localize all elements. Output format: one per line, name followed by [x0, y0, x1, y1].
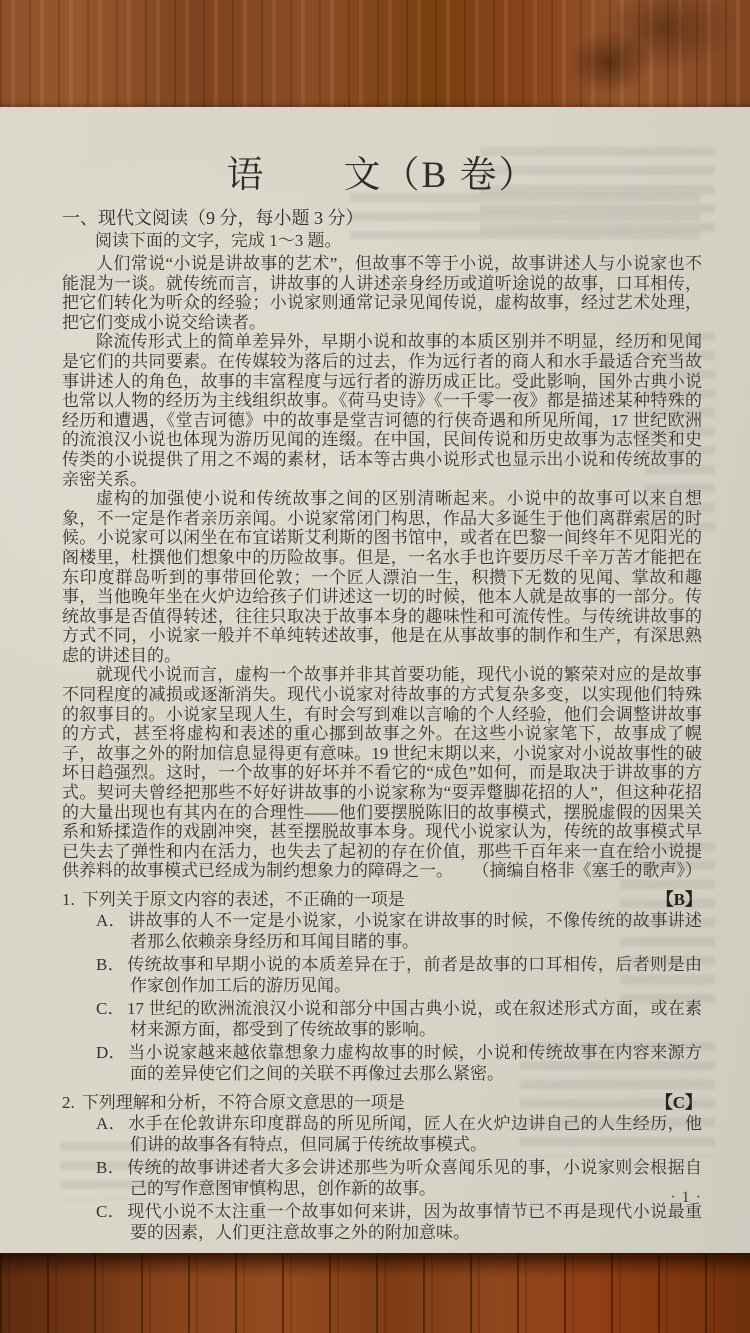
question-1-option-d: [62, 1043, 702, 1084]
question-1-stem: 下列关于原文内容的表述，不正确的一项是: [81, 890, 405, 909]
wood-table-bottom: [0, 1253, 750, 1333]
option-label: C．: [96, 999, 125, 1018]
question-2-option-c: [62, 1202, 702, 1243]
option-text: 当小说家越来越依靠想象力虚构故事的时候，小说和传统故事在内容来源方面的差异使它们之间的关联不再像过去那么紧密。: [128, 1043, 703, 1083]
option-text: 17 世纪的欧洲流浪汉小说和部分中国古典小说，或在叙述形式方面，或在素材来源方面，都受到了传统故事的影响。: [126, 999, 702, 1039]
reading-instruction: 阅读下面的文字，完成 1～3 题。: [95, 231, 342, 250]
question-2-stem-line: [62, 1092, 702, 1114]
paragraph-2: 除流传形式上的简单差异外，早期小说和故事的本质区别并不明显，经历和见闻是它们的共同要素。在传媒较为落后的过去，作为远行者的商人和水手最适合充当故事讲述人的角色，故事的丰富程度与远行者的游历成正比。受此影响，国外古典小说也常以人物的经历为主线组织故事。《荷马史诗》《一千零一夜》都是描述某种特殊的经历和遭遇，《堂吉诃德》中的故事是堂吉诃德的行侠奇遇和所见所闻，17 世纪欧洲的流浪汉小说也体现为游历见闻的连缀。在中国，民间传说和历史故事为志怪类和史传类的小说提供了用之不竭的素材，话本等古典小说形式也显示出小说和传统故事的亲密关系。: [62, 332, 702, 489]
wood-table-top: [0, 0, 750, 108]
question-2-number: 2.: [62, 1093, 75, 1112]
option-text: 传统故事和早期小说的本质差异在于，前者是故事的口耳相传，后者则是由作家创作加工后的游历见闻。: [127, 955, 702, 995]
question-2-option-b: [62, 1158, 702, 1199]
question-1-answer-mark: 【B】: [656, 890, 702, 909]
question-1-option-c: [62, 999, 702, 1040]
option-text: 传统的故事讲述者大多会讲述那些为听众喜闻乐见的事，小说家则会根据自己的写作意图审慎构思，创作新的故事。: [127, 1158, 702, 1198]
paragraph-1: 人们常说“小说是讲故事的艺术”，但故事不等于小说，故事讲述人与小说家也不能混为一谈。就传统而言，讲故事的人讲述亲身经历或道听途说的故事，口耳相传，把它们转化为听众的经验；小说家则通常记录见闻传说，虚构故事，经过艺术处理，把它们变成小说交给读者。: [62, 254, 702, 332]
question-1: [62, 889, 702, 1084]
option-text: 讲故事的人不一定是小说家，小说家在讲故事的时候，不像传统的故事讲述者那么依赖亲身经历和耳闻目睹的事。: [128, 911, 703, 951]
question-1-stem-line: [62, 889, 702, 911]
question-2: [62, 1092, 702, 1243]
paragraph-4: [62, 665, 702, 881]
option-label: C．: [96, 1202, 126, 1221]
question-1-option-a: [62, 911, 702, 952]
paper-content: [0, 107, 750, 1253]
reading-passage: [62, 254, 702, 881]
paper-title: 语 文（B 卷）: [226, 155, 538, 196]
option-label: A．: [96, 1114, 127, 1133]
question-1-number: 1.: [62, 890, 75, 909]
questions-block: [62, 889, 702, 1243]
paragraph-4-text: 就现代小说而言，虚构一个故事并非其首要功能，现代小说的繁荣对应的是故事不同程度的减损或逐渐消失。现代小说家对待故事的方式复杂多变，以实现他们特殊的叙事目的。小说家呈现人生，有时会写到难以言喻的个人经验，他们会调整讲故事的方式，甚至将虚构和表述的重心挪到故事之外。在这些小说家笔下，故事成了幌子，故事之外的附加信息显得更有意味。19 世纪末期以来，小说家对小说故事性的破坏日趋强烈。这时，一个故事的好坏并不看它的“成色”如何，而是取决于讲故事的方式。契诃夫曾经把那些不好好讲故事的小说家称为“耍弄蹩脚花招的人”，但这种花招的大量出现也有其内在的合理性——他们要摆脱陈旧的故事模式，摆脱虚假的因果关系和矫揉造作的戏剧冲突，甚至摆脱故事本身。现代小说家认为，传统的故事模式早已失去了弹性和内在活力，也失去了起初的存在价值，那些千百年来一直在给小说提供养料的故事模式已经成为制约想象力的障碍之一。: [62, 665, 702, 881]
question-2-option-a: [62, 1114, 702, 1155]
section-heading: 一、现代文阅读（9 分，每小题 3 分）: [62, 208, 364, 228]
option-label: A．: [96, 911, 127, 930]
question-2-answer-mark: 【C】: [655, 1093, 702, 1112]
option-label: D．: [96, 1043, 127, 1062]
exam-paper-sheet: [0, 107, 750, 1253]
option-text: 水手在伦敦讲东印度群岛的所见所闻，匠人在火炉边讲自己的人生经历，他们讲的故事各有特点，但同属于传统故事模式。: [128, 1114, 703, 1154]
option-label: B．: [96, 1158, 126, 1177]
question-1-option-b: [62, 955, 702, 996]
question-2-stem: 下列理解和分析，不符合原文意思的一项是: [81, 1093, 405, 1112]
page-number: ·1·: [670, 1189, 707, 1206]
source-attribution: （摘编自格非《塞壬的歌声》）: [472, 861, 702, 881]
paragraph-3: 虚构的加强使小说和传统故事之间的区别清晰起来。小说中的故事可以来自想象，不一定是作者亲历亲闻。小说家常闭门构思，作品大多诞生于他们离群索居的时候。小说家可以闲坐在布宜诺斯艾利斯的图书馆中，或者在巴黎一间终年不见阳光的阁楼里，杜撰他们想象中的历险故事。但是，一名水手也许要历尽千辛万苦才能把在东印度群岛听到的事带回伦敦；一个匠人漂泊一生，积攒下无数的见闻、掌故和趣事，当他晚年坐在火炉边给孩子们讲述这一切的时候，他本人就是故事的一部分。传统故事是否值得转述，往往只取决于故事本身的趣味性和可流传性。与传统讲故事的方式不同，小说家一般并不单纯转述故事，他是在从事故事的制作和生产，有深思熟虑的讲述目的。: [62, 489, 702, 665]
option-label: B．: [96, 955, 126, 974]
option-text: 现代小说不太注重一个故事如何来讲，因为故事情节已不再是现代小说最重要的因素，人们更注意故事之外的附加意味。: [127, 1202, 702, 1242]
